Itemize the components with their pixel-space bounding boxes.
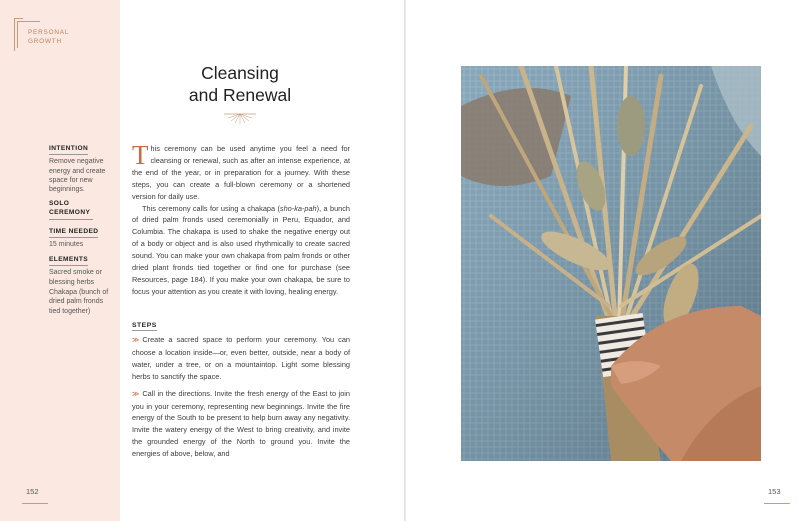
sidebar-panel — [0, 0, 120, 521]
step-marker-icon: ≫ — [132, 337, 140, 344]
meta-value: Chakapa (bunch of dried palm fronds tied together) — [49, 289, 109, 315]
step-2-text: Call in the directions. Invite the fresh energy of the East to join you in your ceremony, representing new beginnings. Invite the fire energy of the South to be present to help burn away any negativity. Invite the watery energy of the West to bring creativity, and invite the grounded energy of the North to ground you. Invite the energies of above, below, and — [132, 388, 350, 459]
page-number-left: 152 — [26, 487, 39, 496]
chakapa-pronunciation: sho-ka-pah — [279, 203, 317, 213]
section-label — [28, 28, 69, 46]
step-marker-icon: ≫ — [132, 390, 140, 398]
chakapa-text-a: This ceremony calls for using a chakapa ( — [142, 203, 280, 213]
section-label-line2: GROWTH — [28, 38, 62, 45]
sunburst-ornament-icon — [222, 112, 258, 126]
steps-heading: STEPS — [132, 322, 157, 329]
intro-paragraph-block — [132, 140, 350, 298]
right-page — [406, 0, 810, 521]
dried-palm-chakapa-photo-icon — [461, 66, 761, 461]
section-label-line1: PERSONAL — [28, 29, 70, 36]
steps-block — [132, 334, 350, 460]
page-title — [150, 62, 330, 106]
folio-ornament — [764, 499, 790, 504]
step-1-text: Create a sacred space to perform your ceremony. You can choose a location inside—or, even better, outside, near a body of water, under a tree, or on a mountaintop. Light some blessing herbs to sanctify the space. — [132, 335, 350, 381]
drop-cap: T — [132, 140, 149, 170]
meta-value: 15 minutes — [49, 241, 84, 249]
chakapa-paragraph — [132, 203, 350, 298]
meta-time — [49, 227, 113, 250]
folio-ornament — [22, 499, 48, 504]
meta-heading: TIME NEEDED — [49, 227, 98, 238]
step-1 — [132, 334, 350, 383]
intro-text: his ceremony can be used anytime you feel a need for cleansing or renewal, such as after an intense experience, at the end of the year, or in preparation for a journey. With these steps, you can create a full-blown ceremony or a shortened version for daily use. — [132, 144, 350, 201]
chakapa-photo — [461, 66, 761, 461]
meta-elements — [49, 255, 113, 287]
meta-heading: SOLO CEREMONY — [49, 199, 93, 220]
meta-value: Sacred smoke or blessing herbs — [49, 269, 102, 286]
page-number-right: 153 — [768, 487, 781, 496]
step-2 — [132, 388, 350, 460]
chakapa-text-b: ), a bunch of dried palm fronds used ceremonially in Peru, Equador, and Columbia. The chakapa is used to shake the negative energy out of a body or object and is also used rhythmically to create sacred sound. You can make your own chakapa from palm fronds or other dried plant fronds tied together or find one for purchase (see Resources, page 184). If you make your own chakapa, be sure to focus your attention as you create it with loving, healing energy. — [132, 203, 350, 296]
meta-intention — [49, 144, 113, 194]
title-line2: and Renewal — [188, 85, 292, 105]
intro-paragraph — [132, 140, 350, 203]
meta-value: Remove negative energy and create space for new beginnings. — [49, 158, 106, 194]
title-line1: Cleansing — [201, 63, 279, 83]
section-tab — [14, 18, 74, 50]
meta-solo — [49, 199, 113, 222]
meta-heading: INTENTION — [49, 144, 88, 155]
meta-chakapa — [49, 288, 113, 316]
left-page — [0, 0, 404, 521]
meta-heading: ELEMENTS — [49, 255, 88, 266]
